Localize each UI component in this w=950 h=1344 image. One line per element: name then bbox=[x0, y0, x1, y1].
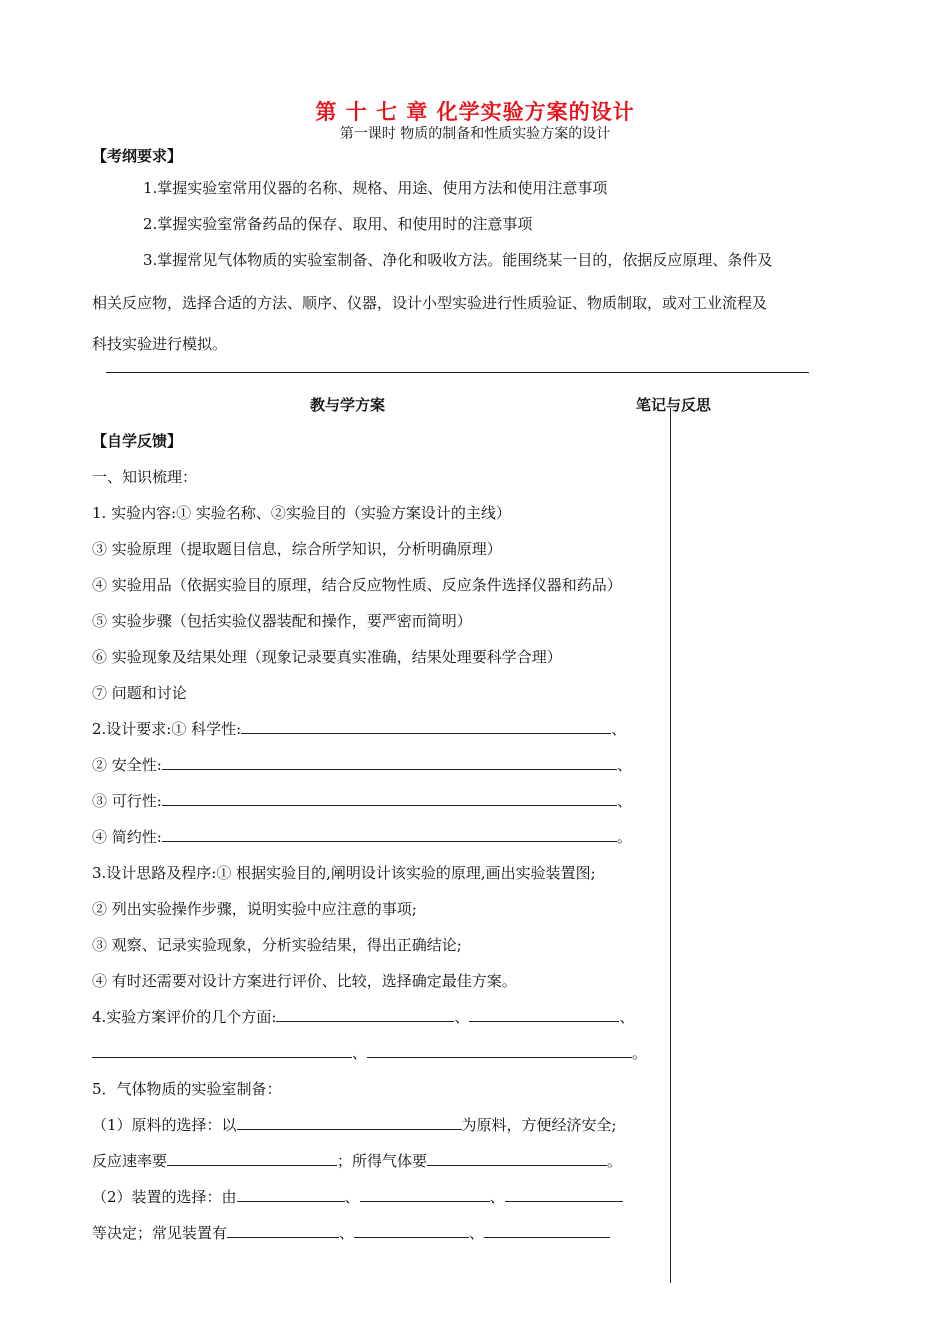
fill-blank[interactable] bbox=[505, 1187, 623, 1202]
item-2-safety bbox=[92, 754, 632, 775]
item-5-2 bbox=[92, 1186, 623, 1207]
separator: 、 bbox=[619, 1008, 635, 1026]
fill-blank[interactable] bbox=[354, 1223, 469, 1238]
fill-blank[interactable] bbox=[237, 1115, 462, 1130]
label: 反应速率要 bbox=[92, 1152, 168, 1170]
separator: 、 bbox=[611, 720, 627, 738]
item-2-simplicity bbox=[92, 826, 632, 847]
self-study-header: 【自学反馈】 bbox=[92, 432, 183, 450]
label: 等决定；常见装置有 bbox=[92, 1224, 228, 1242]
fill-blank[interactable] bbox=[162, 791, 617, 806]
fill-blank[interactable] bbox=[367, 1043, 632, 1058]
label: ；所得气体要 bbox=[337, 1152, 428, 1170]
item-5-1 bbox=[92, 1114, 617, 1135]
syllabus-item-3-cont: 相关反应物，选择合适的方法、顺序、仪器，设计小型实验进行性质验证、物质制取，或对工业流程及 bbox=[92, 294, 768, 312]
column-header-plan: 教与学方案 bbox=[310, 396, 386, 414]
column-header-notes: 笔记与反思 bbox=[636, 396, 712, 414]
item-5-2-cont bbox=[92, 1222, 610, 1243]
item-1-line: ④ 实验用品（依据实验目的原理，结合反应物性质、反应条件选择仪器和药品） bbox=[92, 576, 622, 594]
separator: 。 bbox=[632, 1044, 648, 1062]
fill-blank[interactable] bbox=[360, 1187, 490, 1202]
syllabus-item-2: 2.掌握实验室常备药品的保存、取用、和使用时的注意事项 bbox=[143, 215, 533, 233]
separator: 、 bbox=[344, 1188, 360, 1206]
lesson-subtitle: 第一课时 物质的制备和性质实验方案的设计 bbox=[339, 126, 611, 142]
syllabus-header: 【考纲要求】 bbox=[92, 147, 183, 165]
item-4-cont bbox=[92, 1042, 647, 1063]
chapter-title: 第 十 七 章 化学实验方案的设计 bbox=[315, 100, 635, 124]
item-1-line: ⑦ 问题和讨论 bbox=[92, 684, 187, 702]
item-3: 3.设计思路及程序:① 根据实验目的,阐明设计该实验的原理,画出实验装置图; bbox=[92, 864, 596, 882]
item-1-line: ③ 实验原理（提取题目信息，综合所学知识，分析明确原理） bbox=[92, 540, 502, 558]
fill-blank[interactable] bbox=[276, 1007, 454, 1022]
label: 2.设计要求:① 科学性: bbox=[92, 720, 242, 738]
item-1-line: ⑤ 实验步骤（包括实验仪器装配和操作，要严密而简明） bbox=[92, 612, 472, 630]
fill-blank[interactable] bbox=[427, 1151, 607, 1166]
item-3-step: ② 列出实验操作步骤，说明实验中应注意的事项; bbox=[92, 900, 417, 918]
vertical-divider bbox=[670, 408, 671, 1283]
label: ② 安全性: bbox=[92, 756, 162, 774]
item-1: 1. 实验内容:① 实验名称、②实验目的（实验方案设计的主线） bbox=[92, 504, 511, 522]
separator: 。 bbox=[616, 828, 632, 846]
fill-blank[interactable] bbox=[92, 1043, 352, 1058]
item-1-line: ⑥ 实验现象及结果处理（现象记录要真实准确，结果处理要科学合理） bbox=[92, 648, 562, 666]
item-5-1-cont bbox=[92, 1150, 622, 1171]
fill-blank[interactable] bbox=[162, 755, 617, 770]
syllabus-item-3: 3.掌握常见气体物质的实验室制备、净化和吸收方法。能围绕某一目的，依据反应原理、条件及 bbox=[143, 251, 773, 269]
syllabus-item-1: 1.掌握实验室常用仪器的名称、规格、用途、使用方法和使用注意事项 bbox=[143, 179, 608, 197]
label: （1）原料的选择：以 bbox=[92, 1116, 237, 1134]
separator: 、 bbox=[469, 1224, 485, 1242]
label: ③ 可行性: bbox=[92, 792, 162, 810]
horizontal-divider bbox=[106, 372, 809, 373]
label: ④ 简约性: bbox=[92, 828, 162, 846]
label: （2）装置的选择：由 bbox=[92, 1188, 237, 1206]
label: 为原料，方便经济安全; bbox=[461, 1116, 617, 1134]
item-5: 5．气体物质的实验室制备： bbox=[92, 1080, 282, 1098]
fill-blank[interactable] bbox=[237, 1187, 345, 1202]
separator: 。 bbox=[607, 1152, 623, 1170]
fill-blank[interactable] bbox=[162, 827, 617, 842]
separator: 、 bbox=[489, 1188, 505, 1206]
item-4 bbox=[92, 1006, 634, 1027]
section-knowledge: 一、知识梳理： bbox=[92, 468, 198, 486]
fill-blank[interactable] bbox=[167, 1151, 337, 1166]
label: 4.实验方案评价的几个方面: bbox=[92, 1008, 277, 1026]
separator: 、 bbox=[339, 1224, 355, 1242]
syllabus-item-3-end: 科技实验进行模拟。 bbox=[92, 335, 228, 353]
separator: 、 bbox=[616, 792, 632, 810]
item-3-step: ④ 有时还需要对设计方案进行评价、比较，选择确定最佳方案。 bbox=[92, 972, 517, 990]
fill-blank[interactable] bbox=[484, 1223, 610, 1238]
fill-blank[interactable] bbox=[241, 719, 611, 734]
item-3-step: ③ 观察、记录实验现象，分析实验结果，得出正确结论; bbox=[92, 936, 462, 954]
item-2-scientific bbox=[92, 718, 626, 739]
fill-blank[interactable] bbox=[227, 1223, 339, 1238]
separator: 、 bbox=[352, 1044, 368, 1062]
separator: 、 bbox=[454, 1008, 470, 1026]
item-2-feasibility bbox=[92, 790, 632, 811]
fill-blank[interactable] bbox=[469, 1007, 619, 1022]
separator: 、 bbox=[616, 756, 632, 774]
